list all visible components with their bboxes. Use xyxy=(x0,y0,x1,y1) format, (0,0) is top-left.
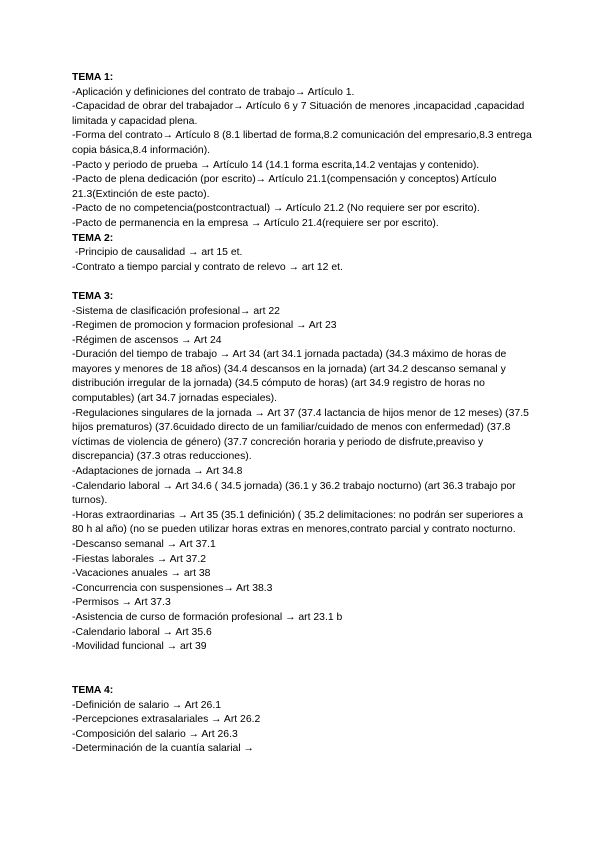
tema-4-heading: TEMA 4: xyxy=(72,684,114,696)
tema-1-heading: TEMA 1: xyxy=(72,72,114,83)
tema-3-line: -Regulaciones singulares de la jornada → Art 37 (37.4 lactancia de hijos menor de 12 meses) (37.5 hijos prematuros) (37.6cuidado directo de un familiar/cuidado de menos con enfermedad) (37.8 víctimas de violencia de género) (37.7 concreción horaria y periodo de disfrute,preaviso y discrepancia) (37.3 otras reducciones). xyxy=(72,407,529,463)
tema-2-section xyxy=(72,232,532,276)
document-page xyxy=(72,71,532,757)
tema-3-line: -Calendario laboral → Art 35.6 xyxy=(72,626,212,638)
section-spacer xyxy=(72,655,532,684)
tema-3-line: -Regimen de promocion y formacion profesional → Art 23 xyxy=(72,320,337,332)
tema-4-section xyxy=(72,684,532,757)
tema-2-line: -Contrato a tiempo parcial y contrato de relevo → art 12 et. xyxy=(72,261,343,273)
tema-1-line: -Pacto de plena dedicación (por escrito)→ Artículo 21.1(compensación y conceptos) Artículo 21.3(Extinción de este pacto). xyxy=(72,174,497,200)
tema-3-line: -Concurrencia con suspensiones→ Art 38.3 xyxy=(72,582,273,594)
tema-4-line: -Composición del salario → Art 26.3 xyxy=(72,728,238,740)
tema-1-line: -Pacto y periodo de prueba → Artículo 14 (14.1 forma escrita,14.2 ventajas y contenido). xyxy=(72,159,480,171)
tema-3-line: -Horas extraordinarias → Art 35 (35.1 definición) ( 35.2 delimitaciones: no podrán ser superiores a 80 h al año) (no se pueden utilizar horas extras en menores,contrato parcial y contrato nocturno. xyxy=(72,509,524,536)
tema-1-line: -Capacidad de obrar del trabajador→ Artículo 6 y 7 Situación de menores ,incapacidad ,capacidad limitada y capacidad plena. xyxy=(72,101,525,127)
tema-2-heading: TEMA 2: xyxy=(72,232,114,244)
tema-1-line: -Aplicación y definiciones del contrato de trabajo→ Artículo 1. xyxy=(72,86,355,98)
tema-1-section xyxy=(72,71,532,232)
tema-1-line: -Forma del contrato→ Artículo 8 (8.1 libertad de forma,8.2 comunicación del empresario,8.3 entrega copia básica,8.4 información). xyxy=(72,130,532,156)
tema-4-line: -Determinación de la cuantía salarial → xyxy=(72,743,254,755)
tema-3-line: -Permisos → Art 37.3 xyxy=(72,597,171,609)
tema-3-line: -Fiestas laborales → Art 37.2 xyxy=(72,553,206,565)
tema-4-line: -Definición de salario → Art 26.1 xyxy=(72,699,222,711)
tema-3-line: -Sistema de clasificación profesional→ art 22 xyxy=(72,305,280,317)
tema-3-line: -Régimen de ascensos → Art 24 xyxy=(72,334,222,346)
tema-3-line: -Movilidad funcional → art 39 xyxy=(72,641,207,653)
tema-4-line: -Percepciones extrasalariales → Art 26.2 xyxy=(72,714,261,726)
tema-3-line: -Calendario laboral → Art 34.6 ( 34.5 jornada) (36.1 y 36.2 trabajo nocturno) (art 36.3 trabajo por turnos). xyxy=(72,480,516,507)
tema-3-line: -Adaptaciones de jornada → Art 34.8 xyxy=(72,466,243,478)
tema-2-line: -Principio de causalidad → art 15 et. xyxy=(72,247,243,259)
tema-3-section xyxy=(72,290,532,655)
tema-1-line: -Pacto de no competencia(postcontractual) → Artículo 21.2 (No requiere ser por escrito). xyxy=(72,203,480,215)
tema-3-line: -Vacaciones anuales → art 38 xyxy=(72,568,211,580)
tema-3-line: -Descanso semanal → Art 37.1 xyxy=(72,539,216,550)
tema-1-line: -Pacto de permanencia en la empresa → Artículo 21.4(requiere ser por escrito). xyxy=(72,217,439,229)
tema-3-heading: TEMA 3: xyxy=(72,290,114,302)
section-spacer xyxy=(72,275,532,290)
tema-3-line: -Asistencia de curso de formación profesional → art 23.1 b xyxy=(72,611,343,623)
tema-3-line: -Duración del tiempo de trabajo → Art 34 (art 34.1 jornada pactada) (34.3 máximo de horas de mayores y menores de 18 años) (34.4 descansos en la jornada) (art 34.2 descanso semanal y distribución irregular de la jornada) (34.5 cómputo de horas) (art 34.9 registro de horas no computables) (art 34.7 jornadas especiales). xyxy=(72,349,507,405)
